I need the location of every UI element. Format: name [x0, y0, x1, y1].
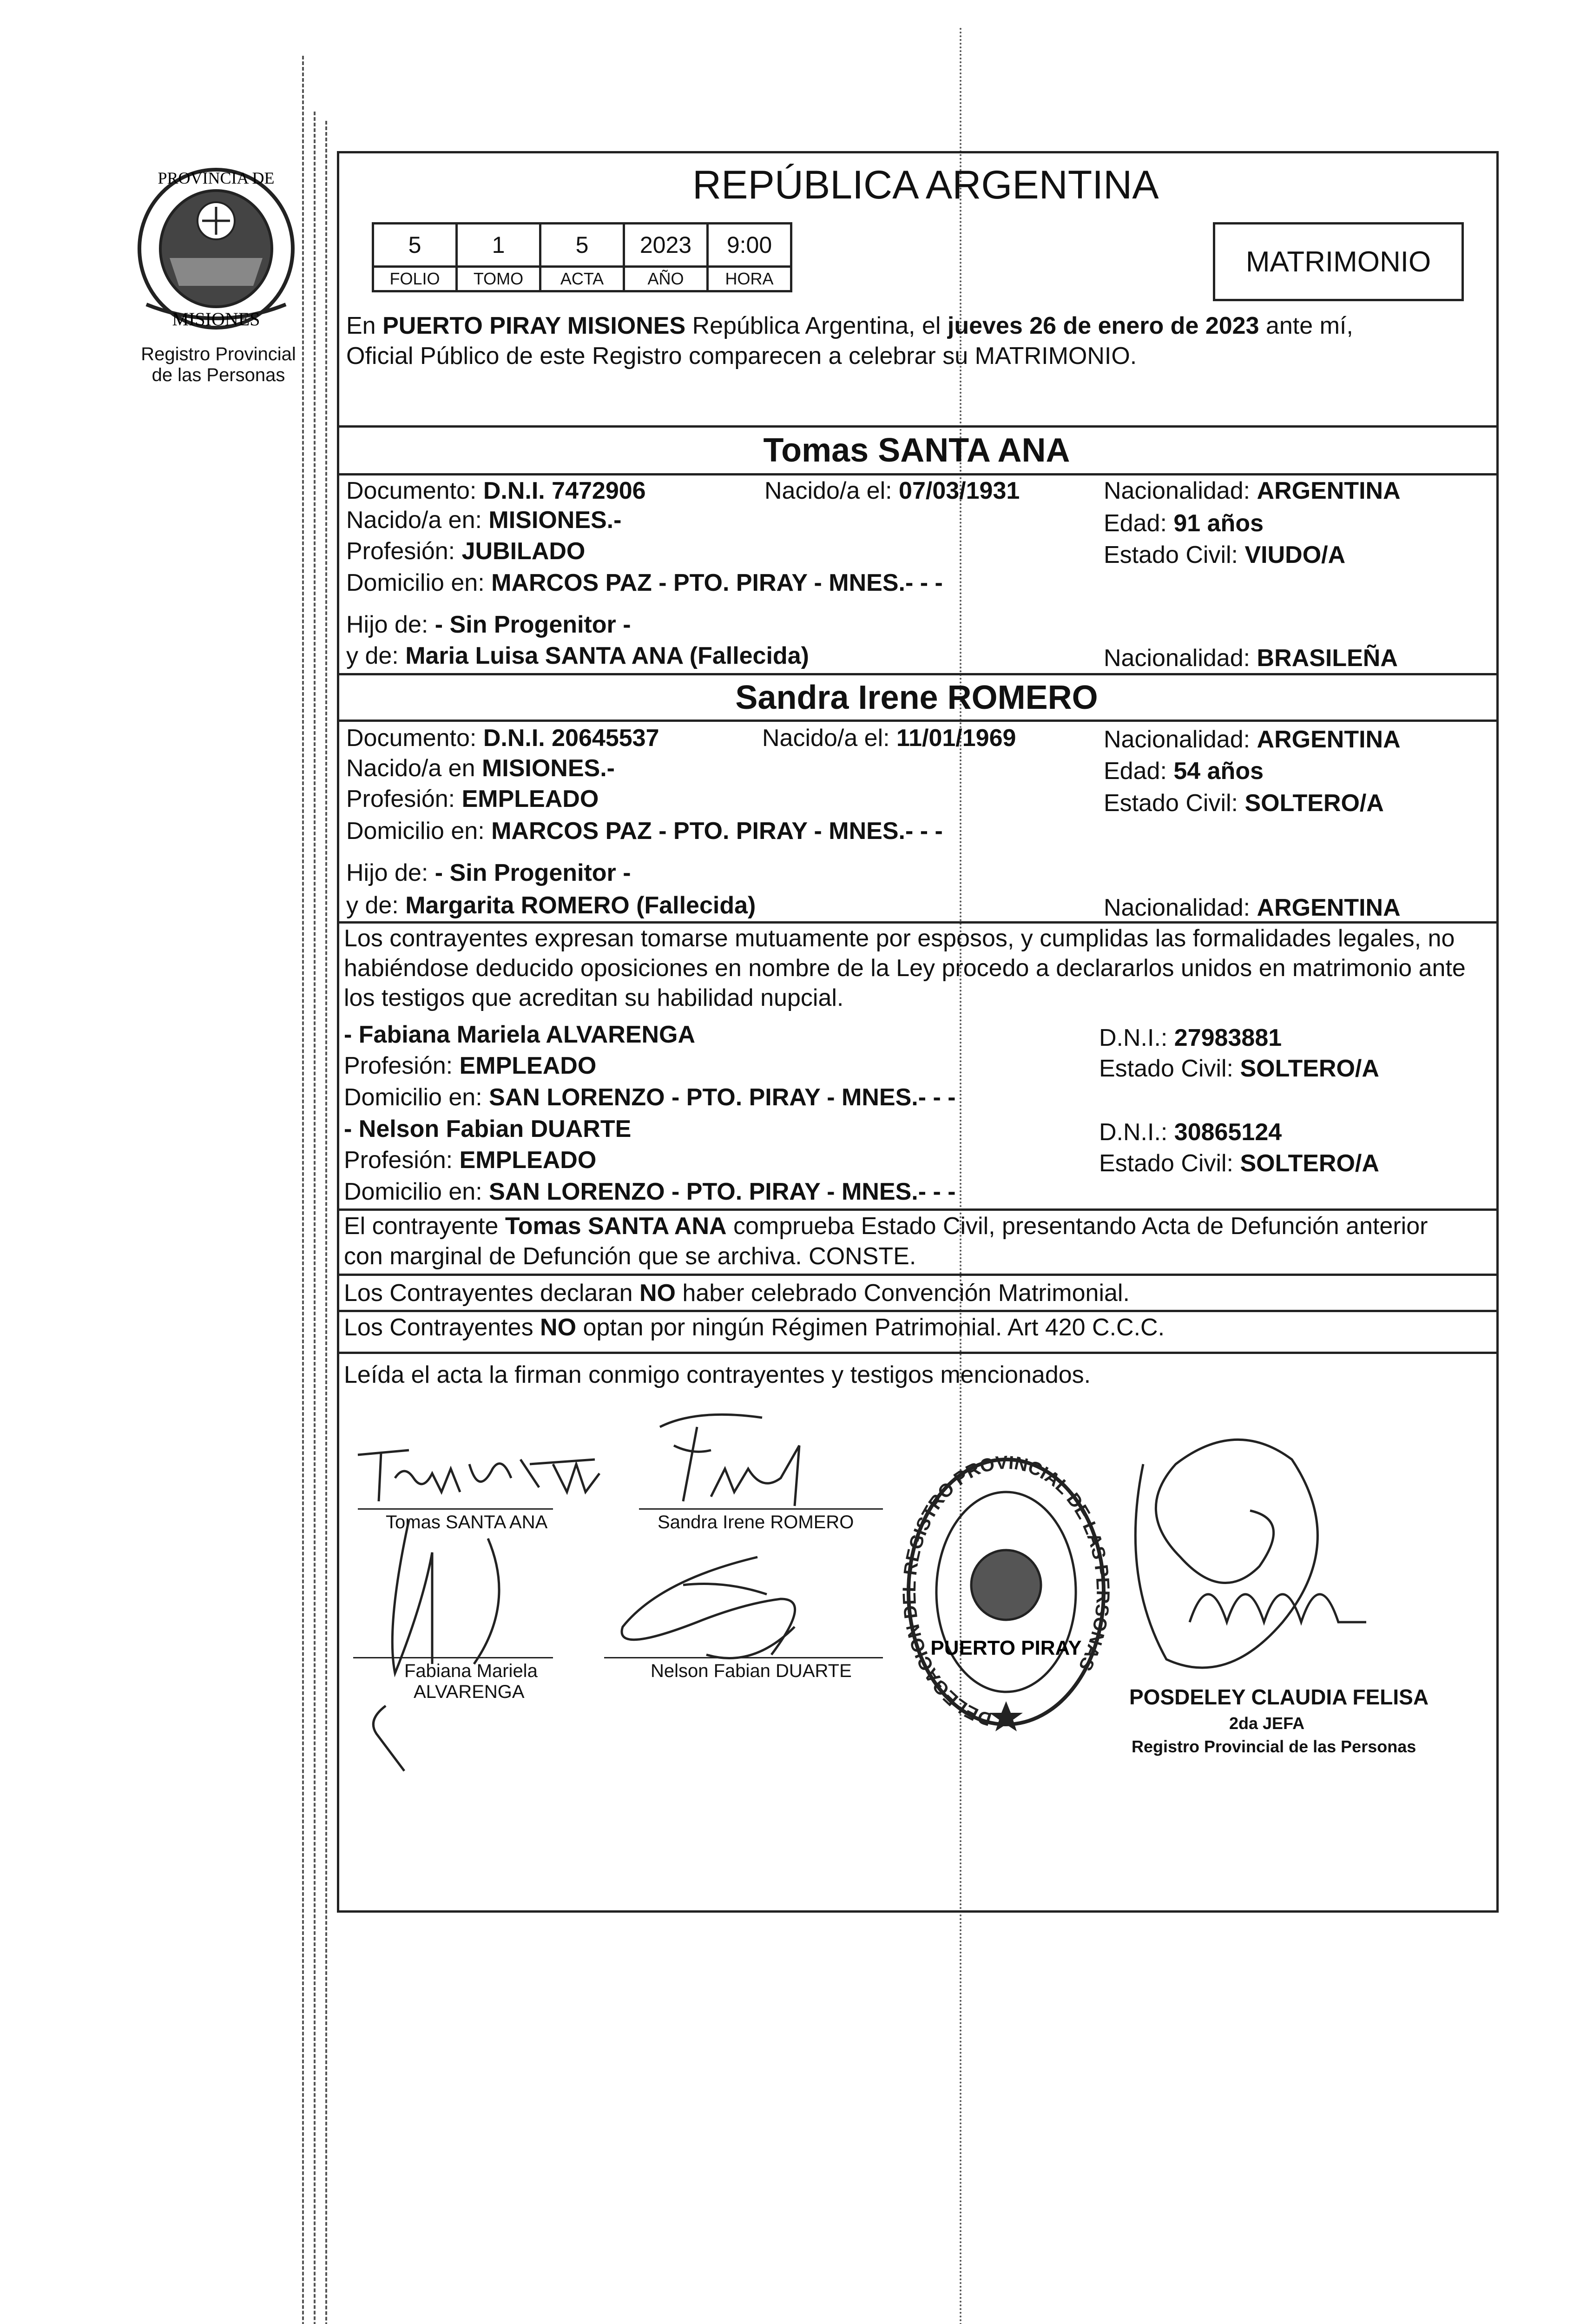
witness1-profession: Profesión: EMPLEADO — [344, 1052, 597, 1079]
official-stamp — [899, 1452, 1113, 1748]
spouse1-address: Domicilio en: MARCOS PAZ - PTO. PIRAY - MNES.- - - — [346, 569, 943, 596]
spouse2-mother-nationality: Nacionalidad: ARGENTINA — [1104, 894, 1401, 921]
witness2-civil-status: Estado Civil: SOLTERO/A — [1099, 1150, 1379, 1177]
witness1-name: - Fabiana Mariela ALVARENGA — [344, 1021, 696, 1048]
official-office: Registro Provincial de las Personas — [1132, 1737, 1416, 1756]
spouse2-age: Edad: 54 años — [1104, 758, 1264, 785]
spouse2-signature-line — [639, 1508, 883, 1510]
declaration-line-2: habiéndose deducido oposiciones en nombre de la Ley procedo a declararlos unidos en matrimonio ante — [344, 955, 1466, 982]
witness1-signature-line — [353, 1657, 553, 1658]
official-name: POSDELEY CLAUDIA FELISA — [1129, 1685, 1429, 1709]
closing-statement: Leída el acta la firman conmigo contrayentes y testigos mencionados. — [344, 1361, 1091, 1388]
acta-value: 5 — [540, 224, 624, 267]
intro-line-2: Oficial Público de este Registro comparecen a celebrar su MATRIMONIO. — [346, 343, 1137, 370]
spouse1-age: Edad: 91 años — [1104, 510, 1264, 537]
folio-value: 5 — [373, 224, 457, 267]
witness2-name: - Nelson Fabian DUARTE — [344, 1116, 632, 1142]
record-ids-labels — [373, 267, 791, 291]
spouse1-civil-status: Estado Civil: VIUDO/A — [1104, 541, 1346, 568]
spouse2-born: Nacido/a el: 11/01/1969 — [762, 725, 1016, 752]
spouse1-signature — [353, 1436, 613, 1506]
divider — [337, 1208, 1496, 1211]
stamp-ring-path-text: DELEGACION DEL REGISTRO PROVINCIAL DE LAS PERSONAS — [899, 1452, 1113, 1730]
divider — [337, 673, 1496, 675]
divider — [337, 473, 1496, 475]
witness2-signature-line — [604, 1657, 883, 1658]
stamp-center-text: PUERTO PIRAY — [930, 1637, 1082, 1659]
spouse1-born: Nacido/a el: 07/03/1931 — [764, 477, 1020, 504]
logo-caption-1: Registro Provincial — [141, 344, 296, 364]
year-value: 2023 — [624, 224, 708, 267]
spouse1-signature-line — [358, 1508, 553, 1510]
divider — [337, 425, 1496, 428]
spouse2-doc: Documento: D.N.I. 20645537 — [346, 725, 659, 752]
divider — [337, 720, 1496, 722]
tomo-label: TOMO — [457, 267, 540, 291]
spouse1-nationality: Nacionalidad: ARGENTINA — [1104, 477, 1401, 504]
witness1-signature-label-2: ALVARENGA — [414, 1682, 525, 1702]
record-ids-values — [373, 224, 791, 267]
witness2-signature-label: Nelson Fabian DUARTE — [651, 1661, 852, 1681]
spouse2-nationality: Nacionalidad: ARGENTINA — [1104, 726, 1401, 753]
spouse2-signature — [641, 1399, 836, 1511]
seal-bottom-text: MISIONES — [172, 309, 260, 330]
intro-line-1: En PUERTO PIRAY MISIONES República Argentina, el jueves 26 de enero de 2023 ante mí, — [346, 312, 1353, 339]
spouse1-born-in: Nacido/a en: MISIONES.- — [346, 507, 622, 534]
official-signature — [1106, 1427, 1403, 1706]
spouse1-profession: Profesión: JUBILADO — [346, 538, 586, 565]
spouse2-profession: Profesión: EMPLEADO — [346, 786, 599, 812]
scan-fold-line — [302, 56, 304, 2324]
declaration-line-3: los testigos que acreditan su habilidad nupcial. — [344, 984, 844, 1011]
witness1-signature-label-1: Fabiana Mariela — [404, 1661, 538, 1681]
spouse1-signature-label: Tomas SANTA ANA — [386, 1512, 548, 1532]
divider — [337, 1274, 1496, 1276]
witness1-address: Domicilio en: SAN LORENZO - PTO. PIRAY - MNES.- - - — [344, 1084, 956, 1111]
witness1-civil-status: Estado Civil: SOLTERO/A — [1099, 1055, 1379, 1082]
spouse2-mother: y de: Margarita ROMERO (Fallecida) — [346, 892, 756, 919]
note-civil-status-line-1: El contrayente Tomas SANTA ANA comprueba Estado Civil, presentando Acta de Defunción anterior — [344, 1213, 1428, 1240]
witness1-signature — [367, 1511, 562, 1780]
province-seal-icon — [132, 165, 300, 342]
country-title: REPÚBLICA ARGENTINA — [692, 163, 1159, 207]
note-convention: Los Contrayentes declaran NO haber celebrado Convención Matrimonial. — [344, 1280, 1130, 1307]
logo-caption-2: de las Personas — [151, 365, 285, 385]
declaration-line-1: Los contrayentes expresan tomarse mutuamente por esposos, y cumplidas las formalidades legales, no — [344, 925, 1455, 952]
spouse2-name: Sandra Irene ROMERO — [735, 679, 1098, 716]
note-civil-status-line-2: con marginal de Defunción que se archiva. CONSTE. — [344, 1243, 916, 1270]
spouse2-born-in: Nacido/a en MISIONES.- — [346, 755, 615, 782]
divider — [337, 921, 1496, 924]
record-type-box: MATRIMONIO — [1213, 222, 1464, 301]
spouse1-father: Hijo de: - Sin Progenitor - — [346, 611, 631, 638]
spouse1-doc: Documento: D.N.I. 7472906 — [346, 477, 646, 504]
scan-fold-line — [314, 112, 316, 2324]
spouse2-civil-status: Estado Civil: SOLTERO/A — [1104, 790, 1384, 817]
witness2-address: Domicilio en: SAN LORENZO - PTO. PIRAY - MNES.- - - — [344, 1178, 956, 1205]
divider — [337, 1310, 1496, 1312]
divider — [337, 1352, 1496, 1354]
tomo-value: 1 — [457, 224, 540, 267]
seal-top-text: PROVINCIA DE — [158, 169, 275, 187]
star-icon — [989, 1701, 1023, 1731]
folio-label: FOLIO — [373, 267, 457, 291]
time-label: HORA — [708, 267, 791, 291]
spouse1-mother-nationality: Nacionalidad: BRASILEÑA — [1104, 645, 1398, 672]
witness2-dni: D.N.I.: 30865124 — [1099, 1119, 1282, 1146]
witness1-dni: D.N.I.: 27983881 — [1099, 1024, 1282, 1051]
spouse1-mother: y de: Maria Luisa SANTA ANA (Fallecida) — [346, 642, 809, 669]
spouse2-signature-label: Sandra Irene ROMERO — [658, 1512, 854, 1532]
record-ids-table — [372, 222, 792, 292]
note-regime: Los Contrayentes NO optan por ningún Régimen Patrimonial. Art 420 C.C.C. — [344, 1314, 1165, 1341]
official-title: 2da JEFA — [1229, 1714, 1305, 1733]
spouse2-address: Domicilio en: MARCOS PAZ - PTO. PIRAY - MNES.- - - — [346, 818, 943, 845]
spouse1-name: Tomas SANTA ANA — [763, 432, 1070, 469]
acta-label: ACTA — [540, 267, 624, 291]
time-value: 9:00 — [708, 224, 791, 267]
year-label: AÑO — [624, 267, 708, 291]
scan-fold-line — [325, 121, 327, 2324]
spouse2-father: Hijo de: - Sin Progenitor - — [346, 859, 631, 886]
witness2-profession: Profesión: EMPLEADO — [344, 1147, 597, 1174]
